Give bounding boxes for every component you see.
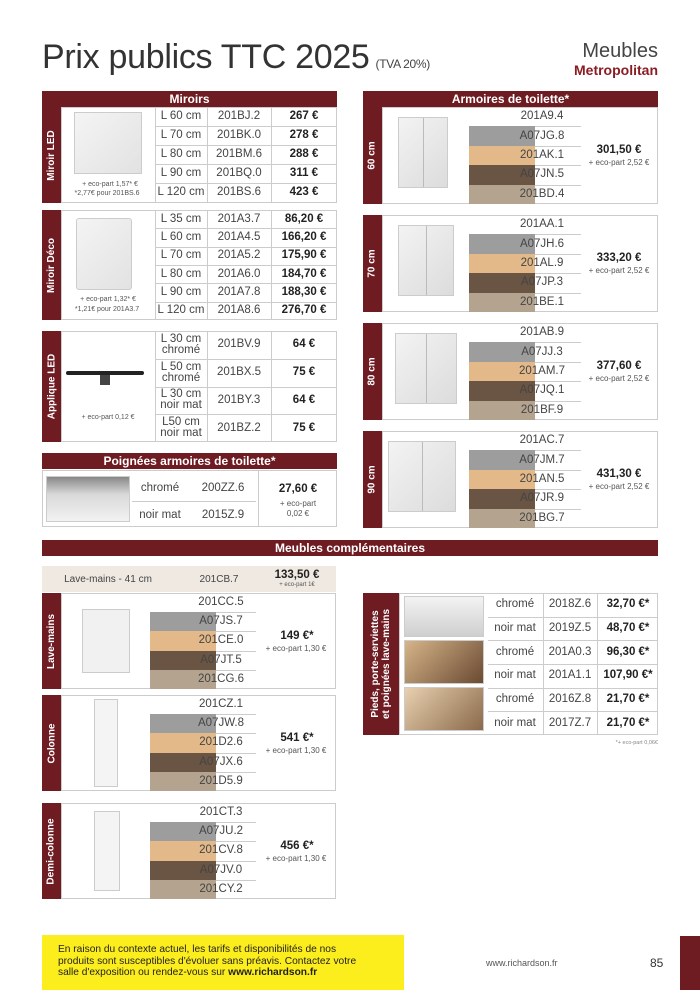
armoire-door-split (426, 334, 427, 403)
pieds-code: 2019Z.5 (548, 621, 592, 634)
miroir-deco-code: 201A4.5 (217, 230, 261, 243)
applique-led-code: 201BZ.2 (217, 421, 261, 434)
miroir-led-size: L 60 cm (160, 110, 202, 122)
applique-led-size: L 30 cm chromé (160, 332, 202, 356)
applique-led-size: L 30 cm noir mat (160, 388, 202, 412)
applique-led-code: 201BX.5 (216, 366, 262, 379)
armoire-image (395, 333, 457, 404)
comp-code: A07JU.2 (198, 825, 244, 838)
comp-group-label: Colonne (42, 695, 61, 791)
miroir-deco-code: 201A5.2 (217, 249, 261, 262)
comp-code: 201CE.0 (198, 634, 244, 647)
armoire-door-split (426, 226, 427, 295)
miroir-deco-size: L 60 cm (160, 230, 202, 243)
comp-code: 201CG.6 (197, 672, 245, 685)
armoire-image (388, 441, 456, 512)
comp-code: A07JT.5 (200, 653, 242, 666)
armoire-image (398, 225, 454, 296)
miroir-led-col-divider (271, 107, 272, 202)
poignees-eco1: + eco-part (279, 498, 317, 508)
armoire-door-split (423, 118, 424, 187)
miroir-deco-code: 201A8.6 (217, 304, 261, 317)
miroir-deco-size: L 80 cm (160, 267, 202, 280)
comp-code: 201CZ.1 (198, 698, 244, 711)
armoire-code: 201A9.4 (520, 110, 564, 123)
miroir-led-size: L 90 cm (160, 167, 202, 179)
comp-code: 201CY.2 (199, 882, 243, 895)
armoire-price: 431,30 € (596, 468, 642, 480)
brand-top: Meubles (582, 40, 658, 62)
armoire-code: 201AC.7 (519, 434, 565, 447)
poignees-eco2: 0,02 € (286, 508, 310, 518)
armoire-code: A07JJ.3 (521, 345, 563, 358)
notice-link[interactable]: www.richardson.fr (228, 967, 318, 978)
pieds-code: 201A1.1 (548, 669, 592, 682)
comp-eco: + eco-part 1,30 € (265, 643, 327, 653)
armoire-code: 201AA.1 (519, 218, 565, 231)
miroir-led-eco2: *2,77€ pour 201BS.6 (74, 190, 140, 197)
pieds-code: 2016Z.8 (548, 692, 592, 705)
miroir-deco-price: 166,20 € (281, 230, 327, 243)
comp-code: A07JX.6 (199, 755, 243, 768)
pieds-finish: chromé (495, 598, 535, 611)
miroir-led-eco: + eco-part 1,57* € (82, 181, 138, 188)
miroir-led-code: 201BQ.0 (216, 167, 262, 179)
pieds-price: 32,70 €* (606, 598, 650, 611)
comp-eco: + eco-part 1,30 € (265, 745, 327, 755)
miroir-led-code: 201BS.6 (216, 186, 262, 198)
applique-led-price: 75 € (292, 366, 316, 379)
applique-led-eco: + eco-part 0,12 € (81, 414, 135, 421)
miroir-deco-label: Miroir Déco (42, 210, 61, 320)
applique-led-size: L 50 cm chromé (160, 360, 202, 384)
comp-eco: + eco-part 1,30 € (265, 853, 327, 863)
comp-code: A07JW.8 (197, 717, 245, 730)
page-tab (680, 936, 700, 990)
comp-group-image (94, 699, 118, 787)
miroir-led-price: 278 € (289, 129, 319, 141)
miroir-led-price: 311 € (289, 167, 319, 179)
armoire-size-label: 90 cm (363, 431, 382, 528)
miroir-deco-eco: + eco-part 1,32* € (80, 296, 136, 303)
armoire-code: 201BD.4 (519, 187, 565, 200)
lavemains-top-eco: + eco-part 1€ (279, 582, 315, 588)
comp-code: 201D2.6 (199, 736, 243, 749)
pieds-finish: noir mat (494, 716, 536, 729)
armoire-code: A07JN.5 (519, 168, 565, 181)
tva-note: (TVA 20%) (375, 57, 430, 71)
miroir-led-price: 423 € (289, 186, 319, 198)
poignee-chrome-code: 200ZZ.6 (201, 481, 245, 494)
pieds-finish: noir mat (494, 669, 536, 682)
comp-code: A07JS.7 (199, 615, 243, 628)
pieds-price: 21,70 €* (606, 716, 650, 729)
comp-code: 201CT.3 (199, 806, 243, 819)
pieds-code: 2017Z.7 (548, 716, 592, 729)
poignee-noir-code: 2015Z.9 (201, 508, 245, 521)
armoire-code: 201AM.7 (518, 364, 566, 377)
miroir-deco-price: 175,90 € (281, 249, 327, 262)
armoire-code: 201AN.5 (519, 472, 565, 485)
pieds-image-3 (404, 687, 484, 731)
brand-bottom: Metropolitan (574, 62, 658, 78)
armoire-eco: + eco-part 2,52 € (588, 158, 650, 167)
armoire-code: A07JP.3 (521, 276, 563, 289)
miroir-led-size: L 120 cm (157, 186, 205, 198)
pieds-finish: chromé (495, 645, 535, 658)
applique-led-image (66, 368, 146, 386)
pieds-price: 96,30 €* (606, 645, 650, 658)
poignee-chrome-finish: chromé (140, 481, 180, 494)
lavemains-top-price: 133,50 € (274, 568, 320, 581)
comp-group-label: Demi-colonne (42, 803, 61, 899)
armoire-price: 333,20 € (596, 252, 642, 264)
notice-line-1: En raison du contexte actuel, les tarifs et disponibilités de nos (58, 944, 337, 955)
complementaires-header: Meubles complémentaires (42, 540, 658, 556)
pieds-col-divider (543, 593, 544, 735)
pieds-code: 201A0.3 (548, 645, 592, 658)
applique-led-col-divider (207, 331, 208, 442)
miroir-led-size: L 70 cm (160, 129, 202, 141)
armoire-code: A07JR.9 (519, 492, 565, 505)
pieds-finish: noir mat (494, 621, 536, 634)
miroir-deco-size: L 120 cm (157, 304, 205, 317)
pieds-note: *+ eco-part 0,06€ (615, 740, 658, 746)
notice-line-3: salle d'exposition ou rendez-vous sur www.richardson.fr (58, 967, 318, 978)
armoire-code: A07JG.8 (519, 129, 565, 142)
armoire-door-split (422, 442, 423, 511)
lavemains-top-label: Lave-mains - 41 cm (64, 573, 152, 585)
miroir-deco-col-divider (155, 210, 156, 320)
applique-led-code: 201BY.3 (217, 393, 261, 406)
page-number: 85 (650, 956, 664, 970)
miroir-deco-code: 201A6.0 (217, 267, 261, 280)
applique-led-price: 64 € (292, 393, 316, 406)
miroir-deco-price: 86,20 € (284, 212, 324, 225)
armoire-code: 201AK.1 (519, 148, 565, 161)
miroir-deco-code: 201A7.8 (217, 285, 261, 298)
miroir-led-size: L 80 cm (160, 148, 202, 160)
pieds-image-2 (404, 640, 484, 684)
miroir-deco-size: L 90 cm (160, 285, 202, 298)
armoires-header: Armoires de toilette* (363, 91, 658, 107)
comp-group-label: Lave-mains (42, 593, 61, 689)
armoire-eco: + eco-part 2,52 € (588, 482, 650, 491)
miroir-led-code: 201BM.6 (215, 148, 263, 160)
pieds-image-1 (404, 596, 484, 637)
comp-price: 541 €* (280, 731, 314, 744)
comp-code: A07JV.0 (199, 863, 243, 876)
comp-code: 201CC.5 (198, 596, 244, 609)
armoire-price: 301,50 € (596, 144, 642, 156)
miroir-led-col-divider (207, 107, 208, 202)
poignees-image (46, 476, 130, 522)
poignee-noir-finish: noir mat (139, 508, 181, 521)
pieds-price: 21,70 €* (606, 692, 650, 705)
armoire-code: 201BF.9 (520, 403, 564, 416)
armoire-code: A07JQ.1 (519, 384, 565, 397)
comp-group-image (94, 811, 120, 891)
pieds-price: 107,90 €* (603, 669, 653, 682)
pieds-price: 48,70 €* (606, 621, 650, 634)
comp-price: 456 €* (280, 839, 314, 852)
pieds-finish: chromé (495, 692, 535, 705)
applique-led-price: 64 € (292, 338, 316, 351)
comp-code: 201D5.9 (199, 774, 243, 787)
armoire-code: 201BG.7 (519, 511, 565, 524)
miroirs-header: Miroirs (42, 91, 337, 107)
miroir-led-price: 288 € (289, 148, 319, 160)
comp-code: 201CV.8 (199, 844, 243, 857)
miroir-deco-eco2: *1,21€ pour 201A3.7 (74, 306, 140, 313)
pieds-label: Pieds, porte-serviettes et poignées lave-mains (363, 593, 399, 735)
miroir-deco-col-divider (271, 210, 272, 320)
applique-led-label: Applique LED (42, 331, 61, 442)
miroir-deco-price: 276,70 € (281, 304, 327, 317)
miroir-deco-image (76, 218, 132, 290)
miroir-deco-price: 184,70 € (281, 267, 327, 280)
lavemains-top-code: 201CB.7 (199, 573, 239, 585)
miroir-deco-code: 201A3.7 (217, 212, 261, 225)
miroir-led-col-divider (155, 107, 156, 202)
pieds-code: 2018Z.6 (548, 598, 592, 611)
applique-led-col-divider (155, 331, 156, 442)
armoire-eco: + eco-part 2,52 € (588, 374, 650, 383)
poignees-price: 27,60 € (278, 482, 318, 495)
miroir-deco-price: 188,30 € (281, 285, 327, 298)
applique-led-price: 75 € (292, 421, 316, 434)
miroir-deco-col-divider (207, 210, 208, 320)
miroir-deco-size: L 70 cm (160, 249, 202, 262)
miroir-led-code: 201BK.0 (216, 129, 262, 141)
applique-led-size: L50 cm noir mat (160, 416, 202, 440)
armoire-eco: + eco-part 2,52 € (588, 266, 650, 275)
applique-led-col-divider (271, 331, 272, 442)
armoire-image (398, 117, 448, 188)
armoire-size-label: 80 cm (363, 323, 382, 420)
miroir-deco-size: L 35 cm (160, 212, 202, 225)
armoire-code: A07JH.6 (519, 237, 565, 250)
comp-price: 149 €* (280, 629, 314, 642)
applique-led-code: 201BV.9 (217, 338, 261, 351)
miroir-led-code: 201BJ.2 (217, 110, 261, 122)
armoire-code: 201BE.1 (519, 295, 565, 308)
armoire-price: 377,60 € (596, 360, 642, 372)
miroir-led-image (74, 112, 142, 174)
armoire-code: A07JM.7 (519, 453, 565, 466)
poignees-header: Poignées armoires de toilette* (42, 453, 337, 469)
website-link[interactable]: www.richardson.fr (486, 958, 558, 968)
armoire-size-label: 70 cm (363, 215, 382, 312)
pieds-col-divider (597, 593, 598, 735)
page-title: Prix publics TTC 2025 (TVA 20%) (42, 38, 430, 76)
miroir-led-label: Miroir LED (42, 107, 61, 203)
notice-text (58, 944, 398, 979)
comp-group-image (82, 609, 130, 673)
notice-line-2: produits sont susceptibles d'évoluer sans préavis. Contactez votre (58, 955, 357, 967)
miroir-led-price: 267 € (289, 110, 319, 122)
armoire-size-label: 60 cm (363, 107, 382, 204)
armoire-code: 201AB.9 (519, 326, 565, 339)
armoire-code: 201AL.9 (520, 256, 564, 269)
